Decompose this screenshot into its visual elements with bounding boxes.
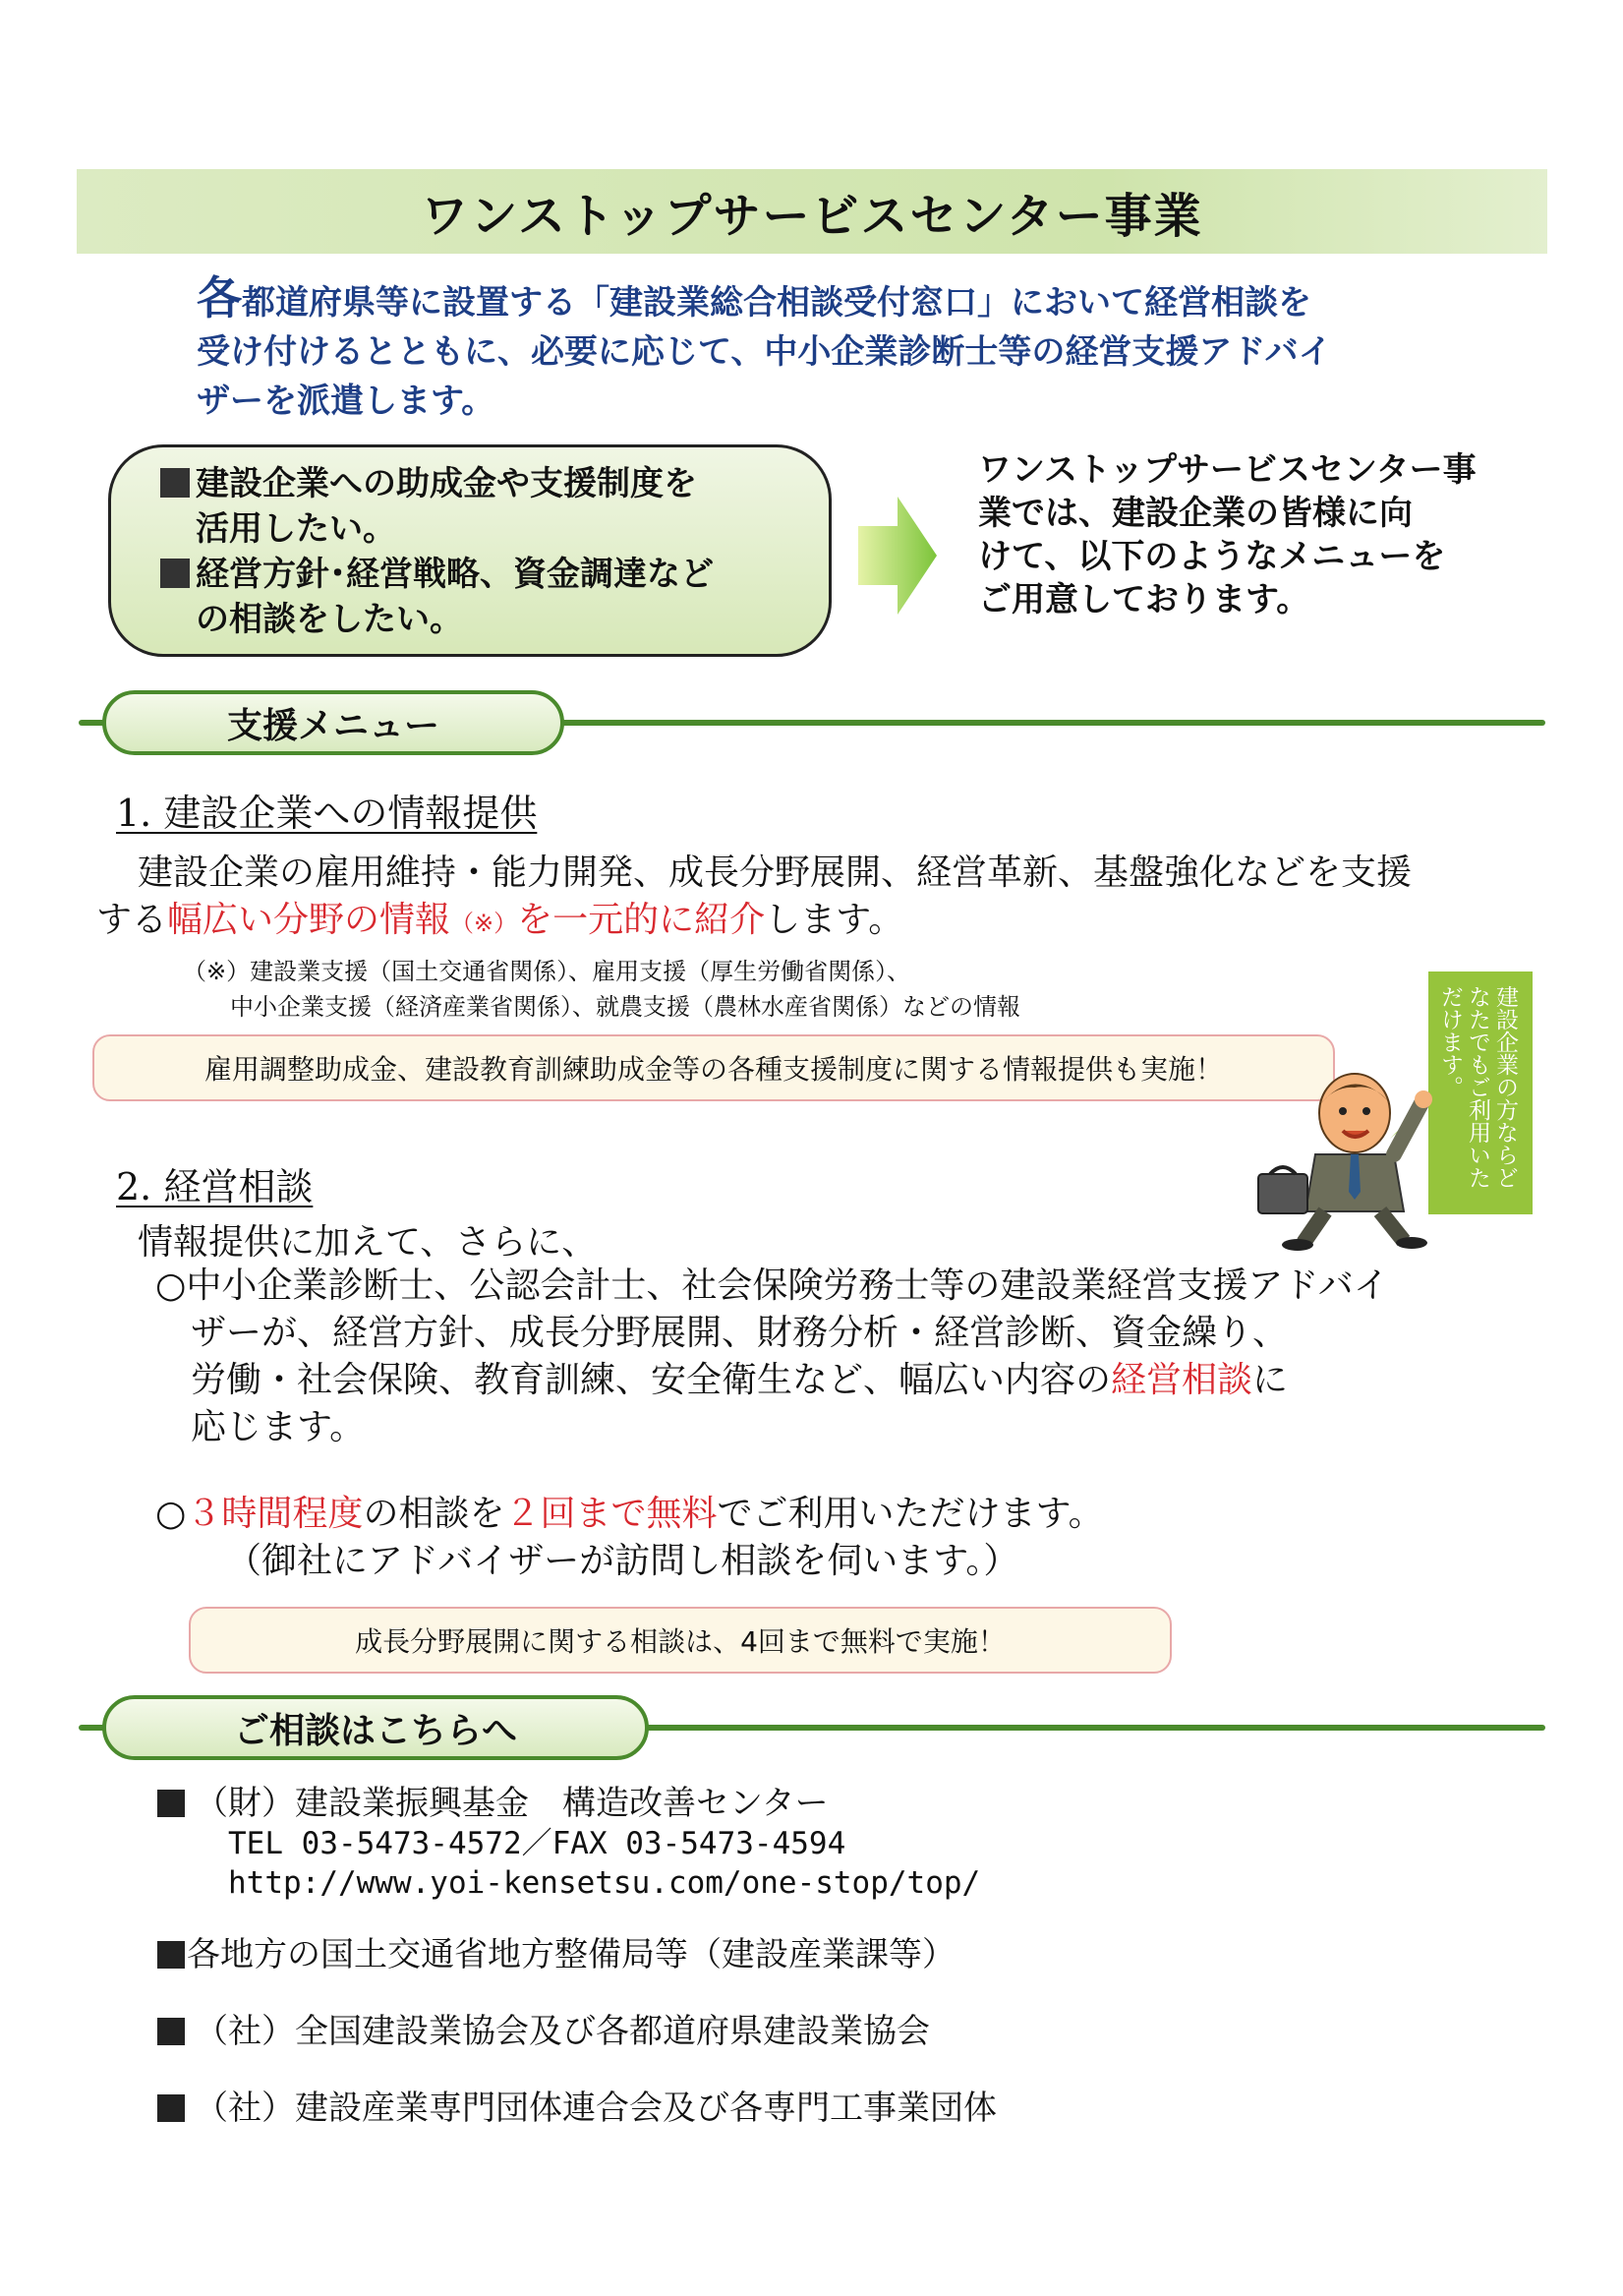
intro-initial: 各 bbox=[197, 271, 242, 324]
info-highlight-box bbox=[92, 1034, 1335, 1101]
intro-line-1: 都道府県等に設置する「建設業総合相談受付窓口」において経営相談を bbox=[242, 283, 1311, 323]
intro-text bbox=[197, 273, 1475, 426]
emphasis-text: を一元的に紹介 bbox=[517, 900, 766, 940]
section-header-contact bbox=[102, 1695, 649, 1760]
item2-bullet-1-line-4: 応じます。 bbox=[191, 1407, 366, 1447]
item1-footnote: （※）建設業支援（国土交通省関係）、雇用支援（厚生労働省関係）、 中小企業支援（経済産業省関係）、就農支援（農林水産省関係）などの情報 bbox=[183, 958, 1020, 1021]
contact-item bbox=[157, 2087, 1435, 2130]
item2-heading: 2. 経営相談 bbox=[116, 1165, 314, 1208]
item2-bullet-2 bbox=[155, 1491, 1532, 1538]
intro-line-3: ザーを派遣します。 bbox=[197, 382, 495, 421]
item2-bullet-1-line-2: ザーが、経営方針、成長分野展開、財務分析・経営診断、資金繰り、 bbox=[191, 1313, 1289, 1353]
highlight-text: 成長分野展開に関する相談は、4回まで無料で実施！ bbox=[355, 1625, 1006, 1658]
contact-item bbox=[157, 1933, 1435, 1976]
businessman-illustration-icon bbox=[1256, 1064, 1433, 1251]
footnote-marker: （※） bbox=[450, 910, 518, 937]
contact-tel-fax: TEL 03-5473-4572／FAX 03-5473-4594 bbox=[228, 1826, 846, 1861]
contact-url-link[interactable]: http://www.yoi-kensetsu.com/one-stop/top/ bbox=[228, 1865, 981, 1901]
intro-line-2: 受け付けるとともに、必要に応じて、中小企業診断士等の経営支援アドバイ bbox=[197, 332, 1332, 372]
page-title: ワンストップサービスセンター事業 bbox=[421, 188, 1203, 244]
text-run: します。 bbox=[765, 900, 904, 940]
highlight-text: 雇用調整助成金、建設教育訓練助成金等の各種支援制度に関する情報提供も実施！ bbox=[203, 1053, 1223, 1086]
section-title: 支援メニュー bbox=[226, 705, 439, 746]
contact-name: （社）全国建設業協会及び各都道府県建設業協会 bbox=[195, 2012, 930, 2051]
item1-line-2 bbox=[96, 897, 1473, 947]
contact-name: （財）建設業振興基金 構造改善センター bbox=[195, 1784, 829, 1823]
square-bullet-icon bbox=[157, 1790, 185, 1817]
item1-line-1: 建設企業の雇用維持・能力開発、成長分野展開、経営革新、基盤強化などを支援 bbox=[138, 853, 1413, 893]
title-bar bbox=[77, 169, 1547, 254]
contact-name: 各地方の国土交通省地方整備局等（建設産業課等） bbox=[187, 1935, 956, 1974]
emphasis-text: ３時間程度 bbox=[186, 1494, 364, 1534]
square-bullet-icon bbox=[157, 2094, 185, 2122]
square-bullet-icon bbox=[157, 2018, 185, 2045]
text-run: の相談を bbox=[363, 1494, 505, 1534]
bubble-text: 建設企業の方ならどなたでもご利用いただけます。 bbox=[1437, 985, 1518, 1189]
text-run: に bbox=[1252, 1360, 1289, 1400]
square-bullet-icon bbox=[160, 559, 190, 588]
consult-highlight-box bbox=[189, 1607, 1172, 1674]
item2-bullet-2-line-2: （御社にアドバイザーが訪問し相談を伺います。） bbox=[226, 1541, 1019, 1581]
need-item bbox=[160, 552, 829, 642]
item2-lead: 情報提供に加えて、さらに、 bbox=[138, 1222, 598, 1263]
contact-item bbox=[157, 1782, 1435, 1825]
text-run: でご利用いただけます。 bbox=[717, 1494, 1104, 1534]
section-header-menu bbox=[102, 690, 564, 755]
item1-heading: 1. 建設企業への情報提供 bbox=[116, 792, 538, 835]
emphasis-text: 幅広い分野の情報 bbox=[167, 900, 451, 940]
contact-item bbox=[157, 2010, 1435, 2053]
circle-bullet: ○ bbox=[155, 1494, 187, 1534]
text-run: 労働・社会保険、教育訓練、安全衛生など、幅広い内容の bbox=[191, 1360, 1112, 1400]
square-bullet-icon bbox=[157, 1941, 185, 1969]
need-item-text: 経営方針･経営戦略、資金調達など の相談をしたい。 bbox=[196, 555, 714, 639]
emphasis-text: 経営相談 bbox=[1111, 1360, 1253, 1400]
square-bullet-icon bbox=[160, 468, 190, 498]
need-item-text: 建設企業への助成金や支援制度を 活用したい。 bbox=[196, 464, 697, 549]
speech-bubble bbox=[1428, 971, 1533, 1214]
right-arrow-icon bbox=[858, 497, 937, 615]
emphasis-text: ２回まで無料 bbox=[504, 1494, 718, 1534]
need-item bbox=[160, 461, 829, 552]
needs-box bbox=[108, 444, 832, 657]
item2-bullet-1-line-3 bbox=[191, 1357, 1469, 1404]
text-run: する bbox=[96, 900, 168, 940]
section-title: ご相談はこちらへ bbox=[233, 1710, 517, 1751]
contact-name: （社）建設産業専門団体連合会及び各専門工事業団体 bbox=[195, 2089, 997, 2128]
service-description: ワンストップサービスセンター事 業では、建設企業の皆様に向 けて、以下のようなメニューを ご用意しております。 bbox=[978, 450, 1477, 619]
item2-bullet-1-line-1: ○中小企業診断士、公認会計士、社会保険労務士等の建設業経営支援アドバイ bbox=[155, 1266, 1389, 1306]
